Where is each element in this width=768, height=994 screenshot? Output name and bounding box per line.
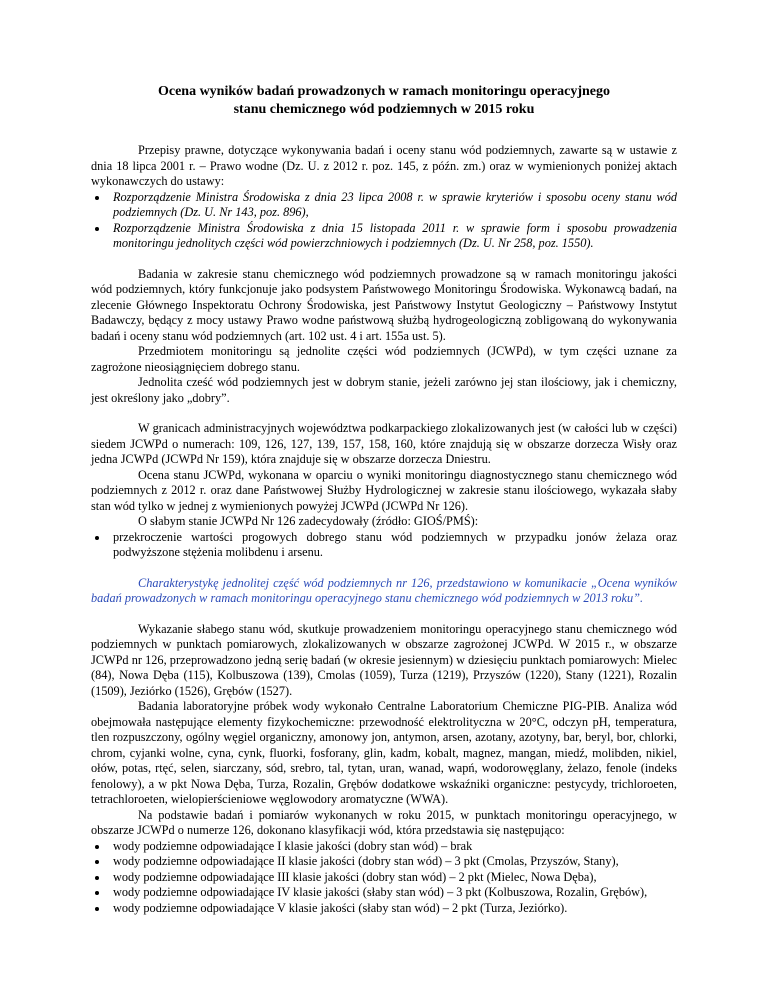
paragraph-status-assessment: Ocena stanu JCWPd, wykonana w oparciu o wyniki monitoringu diagnostycznego stanu chemicznego wód podziemnych z 2012 r. oraz dane Państwowej Służby Hydrologicznej w zakresie stanu ilościowego, wykazała słaby stan wód tylko w jednej z wymienionych powyżej JCWPd (JCWPd Nr 126).	[91, 467, 677, 513]
paragraph-legal-basis: Przepisy prawne, dotyczące wykonywania badań i oceny stanu wód podziemnych, zawarte są w ustawie z dnia 18 lipca 2001 r. – Prawo wodne (Dz. U. z 2012 r. poz. 145, z późn. zm.) oraz w wymienionych poniżej aktach wykonawczych do ustawy:	[91, 143, 677, 188]
paragraph-classification-intro: Na podstawie badań i pomiarów wykonanych w roku 2015, w punktach monitoringu operacyjnego, w obszarze JCWPd o numerze 126, dokonano klasyfikacji wód, która przedstawia się następująco:	[91, 807, 677, 837]
list-item: wody podziemne odpowiadające III klasie jakości (dobry stan wód) – 2 pkt (Mielec, Nowa Dęba),	[91, 870, 677, 886]
classification-list	[91, 839, 677, 917]
list-item: wody podziemne odpowiadające IV klasie jakości (słaby stan wód) – 3 pkt (Kolbuszowa, Rozalin, Grębów),	[91, 885, 677, 901]
list-item: wody podziemne odpowiadające II klasie jakości (dobry stan wód) – 3 pkt (Cmolas, Przyszów, Stany),	[91, 854, 677, 870]
paragraph-laboratory-analysis: Badania laboratoryjne próbek wody wykonało Centralne Laboratorium Chemiczne PIG-PIB. Analiza wód obejmowała następujące elementy fizykochemiczne: przewodność elektrolityczna w 20°C, odczyn pH, temperatura, tlen rozpuszczony, ogólny węgiel organiczny, amonowy jon, antymon, arsen, azotany, azotyny, bar, beryl, bor, chlorki, chrom, cyjanki wolne, cyna, cynk, fluorki, fosforany, glin, kadm, kobalt, magnez, mangan, miedź, molibden, nikiel, ołów, potas, rtęć, selen, siarczany, sód, srebro, tal, tytan, uran, wanad, wapń, wodorowęglany, żelazo, fenole (indeks fenolowy), a w pkt Nowa Dęba, Turza, Rozalin, Grębów dodatkowe wskaźniki organiczne: pestycydy, trichloroeten, tetrachloroeten, wielopierścieniowe węglowodory aromatyczne (WWA).	[91, 699, 677, 806]
title-line-1: Ocena wyników badań prowadzonych w ramach monitoringu operacyjnego	[157, 84, 611, 99]
paragraph-jcwpd-locations: W granicach administracyjnych województwa podkarpackiego zlokalizowanych jest (w całości lub w części) siedem JCWPd o numerach: 109, 126, 127, 139, 157, 158, 160, które znajdują się w obszarze dorzecza Wisły oraz jedna JCWPd (JCWPd Nr 159), która znajduje się w obszarze dorzecza Dniestru.	[91, 421, 677, 466]
document-title	[91, 83, 677, 119]
document-body	[91, 83, 677, 916]
paragraph-monitoring-subject: Przedmiotem monitoringu są jednolite części wód podziemnych (JCWPd), w tym części uznane za zagrożone nieosiągnięciem dobrego stanu.	[91, 344, 677, 374]
causes-list	[91, 530, 677, 561]
paragraph-monitoring-scope: Badania w zakresie stanu chemicznego wód podziemnych prowadzone są w ramach monitoringu jakości wód podziemnych, który funkcjonuje jako podsystem Państwowego Monitoringu Środowiska. Wykonawcą badań, na zlecenie Głównego Inspektoratu Ochrony Środowiska, jest Państwowy Instytut Geologiczny – Państwowy Instytut Badawczy, będący z mocy ustawy Prawo wodne państwową służbą hydrogeologiczną zobligowaną do wykonywania badań i oceny stanu wód podziemnych (art. 102 ust. 4 i art. 155a ust. 5).	[91, 266, 677, 343]
regulations-list	[91, 190, 677, 252]
list-item: Rozporządzenie Ministra Środowiska z dnia 23 lipca 2008 r. w sprawie kryteriów i sposobu oceny stanu wód podziemnych (Dz. U. Nr 143, poz. 896),	[91, 190, 677, 221]
paragraph-characteristics-note: Charakterystykę jednolitej część wód podziemnych nr 126, przedstawiono w komunikacie „Ocena wyników badań prowadzonych w ramach monitoringu operacyjnego stanu chemicznego wód podziemnych w 2013 roku”.	[91, 575, 677, 605]
paragraph-operational-monitoring: Wykazanie słabego stanu wód, skutkuje prowadzeniem monitoringu operacyjnego stanu chemicznego wód podziemnych w punktach pomiarowych, zlokalizowanych w obszarze zagrożonej JCWPd. W 2015 r., w obszarze JCWPd nr 126, przeprowadzono jedną serię badań (w okresie jesiennym) w dziesięciu punktach pomiarowych: Mielec (84), Nowa Dęba (115), Kolbuszowa (139), Cmolas (1059), Turza (1219), Przyszów (1220), Stany (1221), Rozalin (1509), Jeziórko (1526), Grębów (1527).	[91, 621, 677, 698]
paragraph-good-status-definition: Jednolita cześć wód podziemnych jest w dobrym stanie, jeżeli zarówno jej stan ilościowy, jak i chemiczny, jest określony jako „dobry”.	[91, 375, 677, 405]
list-item: Rozporządzenie Ministra Środowiska z dnia 15 listopada 2011 r. w sprawie form i sposobu prowadzenia monitoringu jednolitych części wód powierzchniowych i podziemnych (Dz. U. Nr 258, poz. 1550).	[91, 221, 677, 252]
list-item: wody podziemne odpowiadające V klasie jakości (słaby stan wód) – 2 pkt (Turza, Jeziórko).	[91, 901, 677, 917]
list-item: wody podziemne odpowiadające I klasie jakości (dobry stan wód) – brak	[91, 839, 677, 855]
title-line-2: stanu chemicznego wód podziemnych w 2015 roku	[233, 102, 535, 117]
list-item: przekroczenie wartości progowych dobrego stanu wód podziemnych w przypadku jonów żelaza oraz podwyższone stężenia molibdenu i arsenu.	[91, 530, 677, 561]
paragraph-poor-status-causes: O słabym stanie JCWPd Nr 126 zadecydowały (źródło: GIOŚ/PMŚ):	[138, 514, 479, 528]
